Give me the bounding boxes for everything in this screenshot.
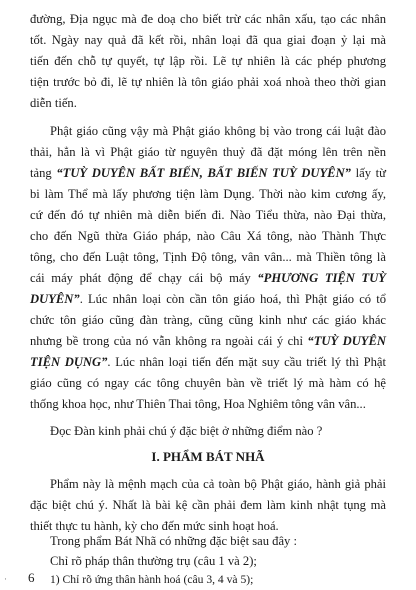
text-segment: nhưng bề trong của nó vẫn không ra ngoài cái ý chỉ: [30, 334, 308, 348]
text-line: thống khoa học, như Thiên Thai tông, Hoa Nghiêm tông vân vân...: [30, 397, 366, 411]
text-segment: tảng: [30, 166, 57, 180]
text-line: tiến đến chỗ tự quyết, tự lập rồi. Lẽ tự nhiên là các phép phương: [30, 54, 386, 68]
text-line: cho đến Ngũ thừa Giáo pháp, nào Câu Xá tông, nào Thành Thực: [30, 229, 386, 243]
page-number: 6: [28, 570, 35, 585]
text-segment: . Lúc nhân loại còn cần tôn giáo hoá, thì Phật giáo có tổ: [79, 292, 386, 306]
text-line: Phật giáo cũng vậy mà Phật giáo không bị vào trong cái luật đào: [50, 124, 386, 138]
emphasis-text: “PHƯƠNG TIỆN TUỲ: [257, 271, 386, 285]
corner-mark: ·: [4, 574, 7, 584]
text-line: Chỉ rõ pháp thân thường trụ (câu 1 và 2);: [50, 554, 257, 568]
text-line: Phẩm này là mệnh mạch của cả toàn bộ Phật giáo, hành giả phải: [50, 477, 386, 491]
section-heading: I. PHẨM BÁT NHÃ: [151, 449, 265, 464]
text-line: Trong phẩm Bát Nhã có những đặc biệt sau đây :: [50, 534, 297, 548]
text-line: Đọc Đàn kinh phải chú ý đặc biệt ở những điểm nào ?: [50, 424, 323, 438]
text-line: bi làm Thể mà lấy phương tiện làm Dụng. Thời nào kim cương ấy,: [30, 187, 386, 201]
text-line: cứ đến đó tự nhiên mà diễn biến đi. Nào Tiểu thừa, nào Đại thừa,: [30, 208, 386, 222]
emphasis-text: “TUỲ DUYÊN BẤT BIẾN, BẤT BIẾN TUỲ DUYÊN”: [56, 166, 351, 180]
text-line: [30, 292, 386, 307]
text-line: đặc biệt chú ý. Nhất là bài kệ cần phải đem làm kinh nhật tụng mà: [30, 498, 386, 512]
emphasis-text: “TUỲ DUYÊN: [307, 334, 386, 348]
text-line: [30, 355, 386, 370]
text-line: giáo cũng có ngay các tông chuyên bàn về triết lý mà hàm có hệ: [30, 376, 386, 390]
text-line: thải, hẳn là vì Phật giáo từ nguyên thuỷ đã đặt móng lên trên nền: [30, 145, 386, 159]
text-line: chức tôn giáo cũng đàn tràng, cũng cũng kinh như các giáo khác: [30, 313, 386, 327]
text-line: tốt. Ngày nay quả đã kết rồi, nhân loại đã qua giai đoạn ỷ lại mà: [30, 33, 386, 47]
text-line: [30, 271, 386, 286]
text-line: [30, 166, 386, 181]
emphasis-text: TIỆN DỤNG”: [30, 355, 108, 369]
text-line: đường, Địa ngục mà đe doạ cho biết trừ các nhân xấu, tạo các nhân: [30, 12, 386, 26]
text-segment: . Lúc nhân loại tiến đến mặt suy cầu triết lý thì Phật: [107, 355, 386, 369]
text-line: thiết thực tu hành, kỳ cho đến mức sinh hoạt hoá.: [30, 519, 279, 533]
text-line: [30, 334, 386, 349]
text-line: 1) Chỉ rõ ứng thân hành hoá (câu 3, 4 và 5);: [50, 573, 254, 586]
emphasis-text: DUYÊN”: [30, 292, 80, 306]
text-line: tông, cho đến Luật tông, Tịnh Độ tông, vân vân... mà Thiền tông là: [30, 250, 386, 264]
text-segment: cái máy phát động để chạy cái bộ máy: [30, 271, 258, 285]
text-line: diễn tiến.: [30, 96, 77, 110]
text-segment: lấy từ: [350, 166, 386, 180]
text-line: tiện trước bỏ đi, lẽ tự nhiên là tôn giáo phải xoá nhoà theo thời gian: [30, 75, 386, 89]
